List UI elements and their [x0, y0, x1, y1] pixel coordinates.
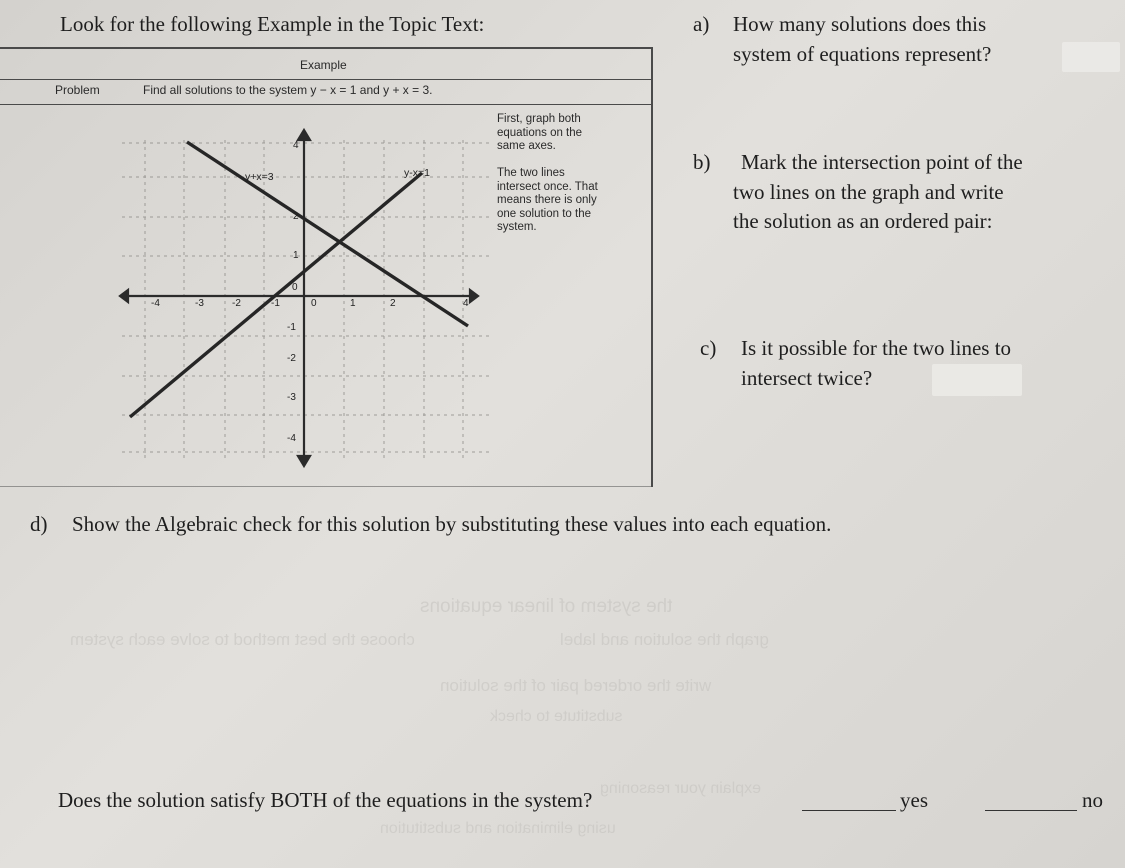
y-tick-label: 2 [293, 211, 299, 222]
graph-tick-labels [151, 140, 469, 444]
question-c-line2: intersect twice? [741, 366, 873, 390]
x-tick-label: 0 [311, 298, 317, 309]
yes-blank[interactable] [802, 810, 896, 811]
y-tick-label: -2 [287, 353, 296, 364]
question-a-label: a) [693, 12, 710, 36]
x-tick-label: 4 [463, 298, 469, 309]
y-tick-label: -1 [287, 322, 296, 333]
algebraic-check-area[interactable] [30, 545, 1100, 765]
line-label-y-plus-x: y+x=3 [245, 171, 274, 183]
y-tick-label: -4 [287, 433, 296, 444]
y-tick-label: 0 [292, 282, 298, 293]
x-tick-label: 1 [350, 298, 356, 309]
y-tick-label: 4 [293, 140, 299, 151]
x-tick-label: -1 [271, 298, 280, 309]
question-d-text: Show the Algebraic check for this solution by substituting these values into each equation. [72, 512, 832, 536]
x-tick-label: -4 [151, 298, 160, 309]
yes-label: yes [900, 788, 928, 812]
question-b-line3: the solution as an ordered pair: [733, 209, 993, 233]
example-title: Example [300, 58, 347, 72]
question-b-line2: two lines on the graph and write [733, 180, 1004, 204]
answer-c-input[interactable] [932, 364, 1022, 396]
x-tick-label: -3 [195, 298, 204, 309]
graph-gridlines [122, 140, 490, 462]
question-c-line1: Is it possible for the two lines to [741, 336, 1012, 360]
no-blank[interactable] [985, 810, 1077, 811]
answer-a-input[interactable] [1062, 42, 1120, 72]
question-c-label: c) [700, 336, 717, 360]
problem-label: Problem [55, 83, 100, 97]
footer-question: Does the solution satisfy BOTH of the equations in the system? [58, 788, 593, 812]
question-b-label: b) [693, 150, 711, 174]
instruction-text: Look for the following Example in the Topic Text: [60, 12, 485, 36]
line-label-y-minus-x: y-x=1 [404, 167, 430, 179]
question-d-label: d) [30, 512, 48, 536]
no-label: no [1082, 788, 1103, 812]
x-tick-label: 2 [390, 298, 396, 309]
y-tick-label: 1 [293, 250, 299, 261]
problem-text: Find all solutions to the system y − x = 1 and y + x = 3. [143, 83, 433, 97]
x-tick-label: -2 [232, 298, 241, 309]
example-explanation: First, graph both equations on the same axes. The two lines intersect once. That means there is only one solution to the system. [497, 113, 598, 233]
graph-line-labels [245, 167, 430, 183]
question-a-line1: How many solutions does this [733, 12, 987, 36]
y-tick-label: -3 [287, 392, 296, 403]
question-b-line1: Mark the intersection point of the [741, 150, 1023, 174]
question-a-line2: system of equations represent? [733, 42, 992, 66]
